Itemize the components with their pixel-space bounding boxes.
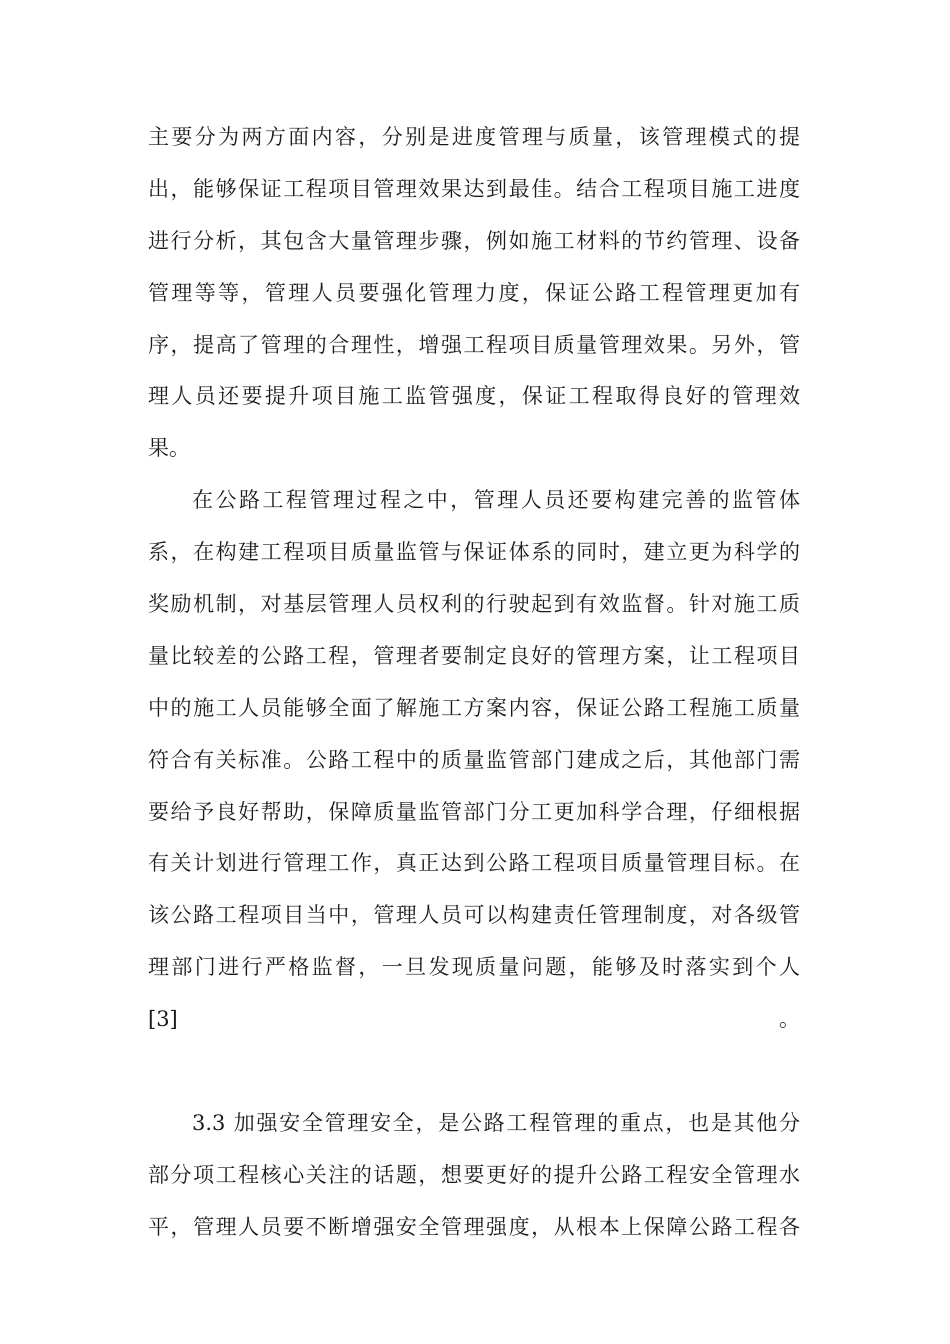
section-heading-line: 3.3 加强安全管理安全，是公路工程管理的重点，也是其他分: [192, 1110, 800, 1135]
text-line: 要给予良好帮助，保障质量监管部门分工更加科学合理，仔细根据: [148, 799, 800, 824]
text-line: 该公路工程项目当中，管理人员可以构建责任管理制度，对各级管: [148, 903, 800, 928]
text-line: 奖励机制，对基层管理人员权利的行驶起到有效监督。针对施工质: [148, 592, 800, 617]
text-line: 在公路工程管理过程之中，管理人员还要构建完善的监管体: [192, 488, 800, 513]
text-line: 序，提高了管理的合理性，增强工程项目质量管理效果。另外，管: [148, 332, 800, 357]
text-line: 出，能够保证工程项目管理效果达到最佳。结合工程项目施工进度: [148, 176, 800, 201]
text-line: 果。: [148, 436, 190, 461]
text-line: 理人员还要提升项目施工监管强度，保证工程取得良好的管理效: [148, 384, 800, 409]
text-line: [148, 1046, 800, 1098]
text-line: 平，管理人员要不断增强安全管理强度，从根本上保障公路工程各: [148, 1214, 800, 1239]
text-line: 符合有关标准。公路工程中的质量监管部门建成之后，其他部门需: [148, 747, 800, 772]
paragraph-2: [148, 475, 800, 1098]
document-body: [148, 112, 800, 1254]
paragraph-1: [148, 112, 800, 475]
text-line: 量比较差的公路工程，管理者要制定良好的管理方案，让工程项目: [148, 643, 800, 668]
text-line: 系，在构建工程项目质量监管与保证体系的同时，建立更为科学的: [148, 540, 800, 565]
text-line: 部分项工程核心关注的话题，想要更好的提升公路工程安全管理水: [148, 1162, 800, 1187]
paragraph-3: [148, 1098, 800, 1254]
text-line: [3]。: [148, 1007, 800, 1032]
text-line: 理部门进行严格监督，一旦发现质量问题，能够及时落实到个人: [148, 955, 800, 980]
text-line: 管理等等，管理人员要强化管理力度，保证公路工程管理更加有: [148, 280, 800, 305]
text-line: 有关计划进行管理工作，真正达到公路工程项目质量管理目标。在: [148, 851, 800, 876]
text-line: 主要分为两方面内容，分别是进度管理与质量，该管理模式的提: [148, 125, 800, 149]
text-line: 中的施工人员能够全面了解施工方案内容，保证公路工程施工质量: [148, 695, 800, 720]
text-line: 进行分析，其包含大量管理步骤，例如施工材料的节约管理、设备: [148, 228, 800, 253]
